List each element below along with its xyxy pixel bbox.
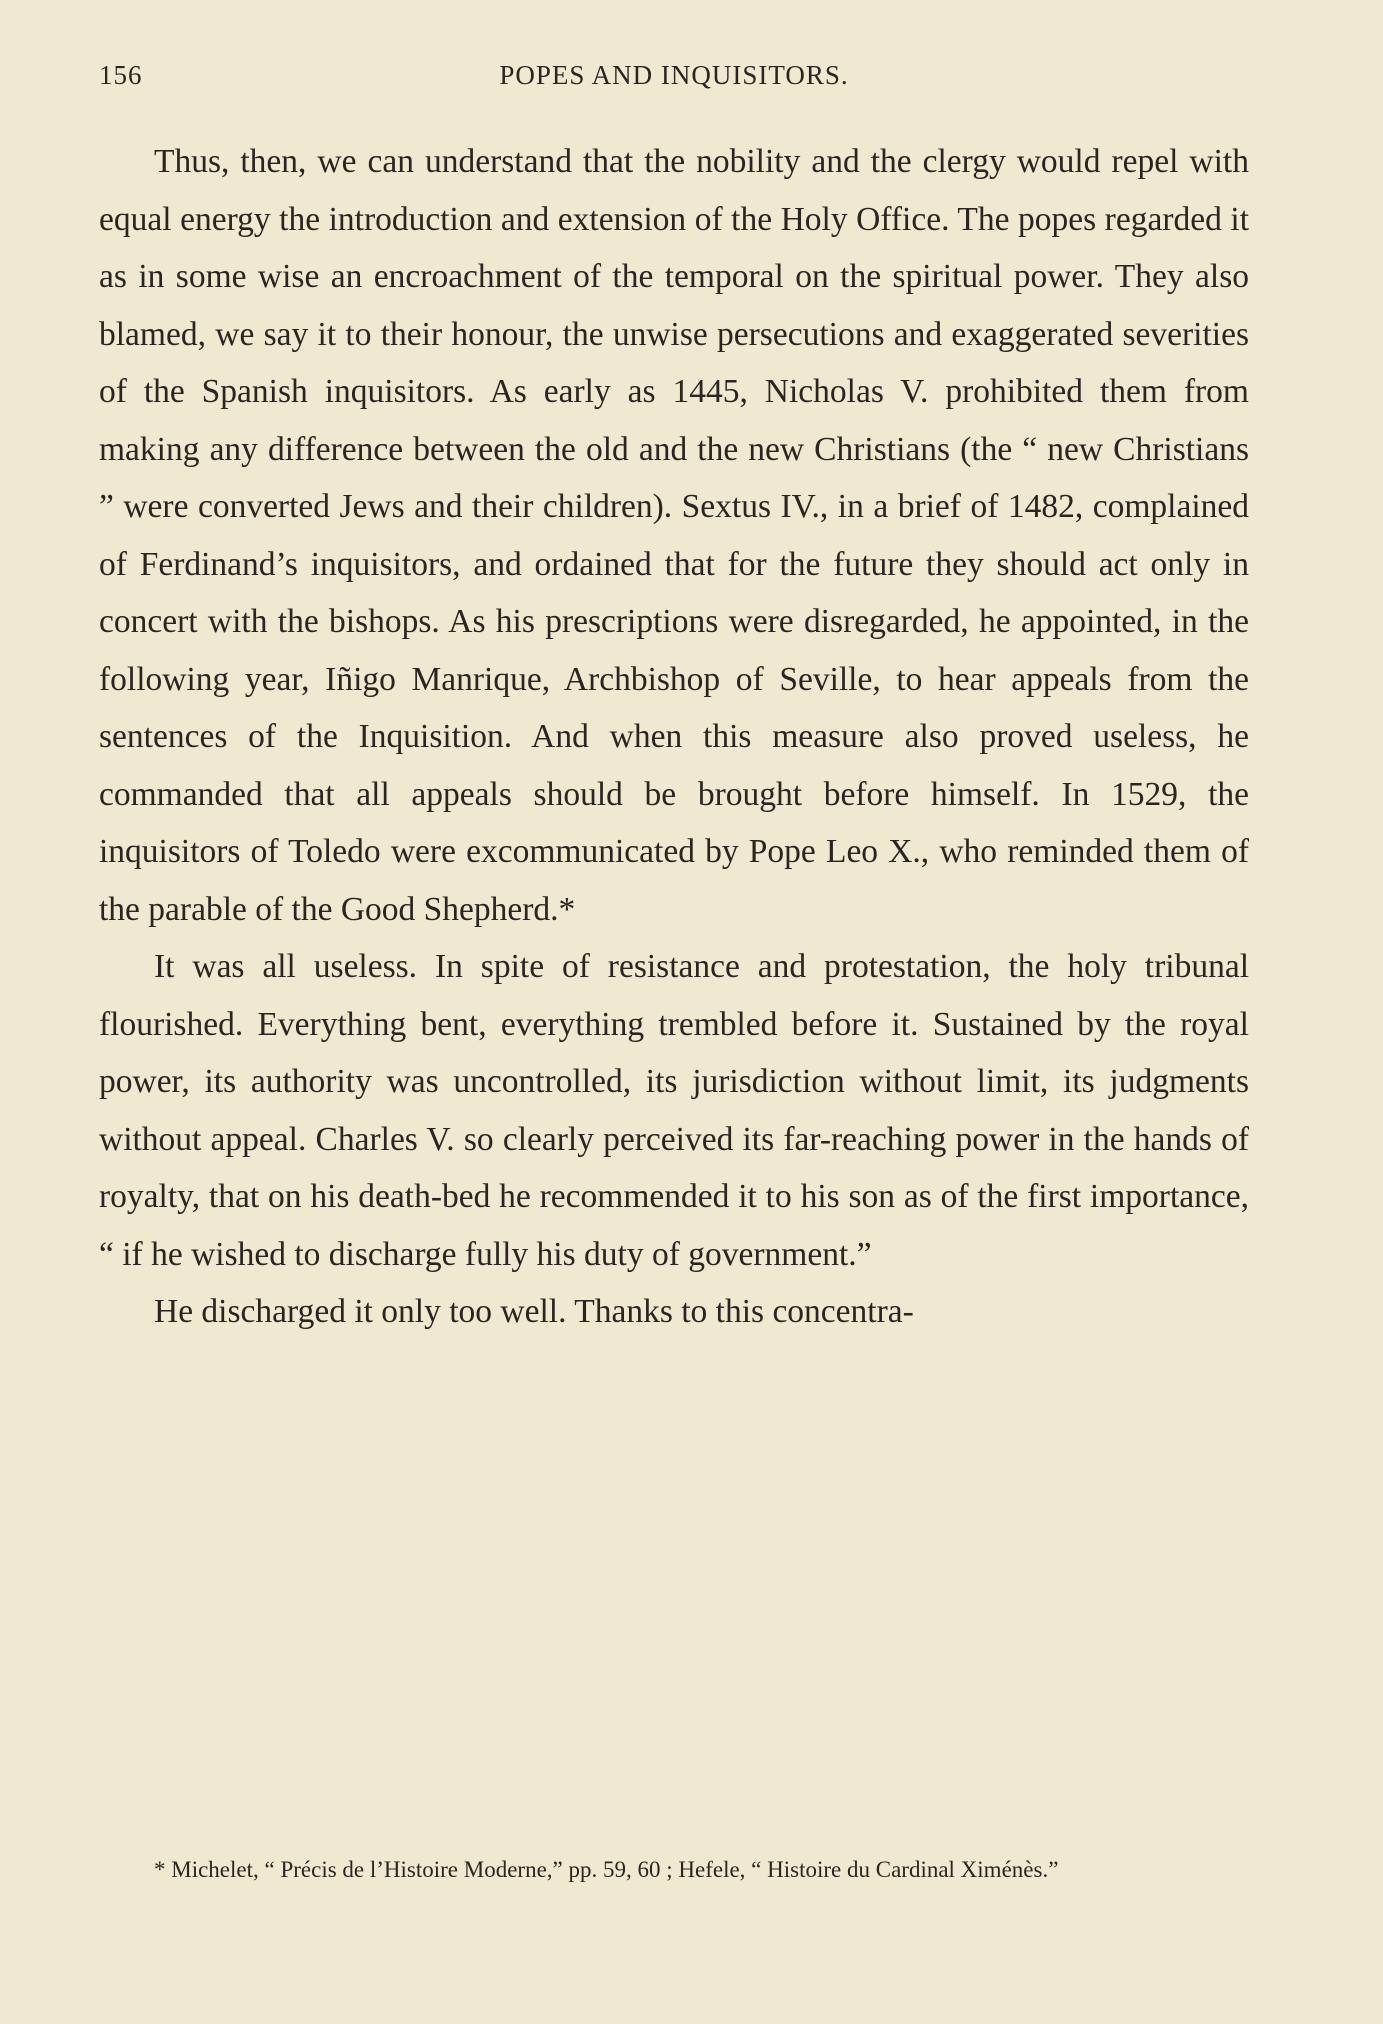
body-text [99,133,1249,1341]
running-header [99,60,1249,100]
running-title: POPES AND INQUISITORS. [499,60,849,90]
page-number: 156 [99,60,143,90]
paragraph: Thus, then, we can understand that the nobility and the clergy would repel with equal energy the introduction and extension of the Holy Office. The popes regarded it as in some wise an encroachment of the temporal on the spiritual power. They also blamed, we say it to their honour, the unwise persecutions and exaggerated severities of the Spanish inquisitors. As early as 1445, Nicholas V. prohibited them from making any difference between the old and the new Christians (the “ new Christians ” were converted Jews and their children). Sextus IV., in a brief of 1482, complained of Ferdinand’s inquisitors, and ordained that for the future they should act only in concert with the bishops. As his prescriptions were disregarded, he appointed, in the following year, Iñigo Manrique, Archbishop of Seville, to hear appeals from the sentences of the Inquisition. And when this measure also proved useless, he commanded that all appeals should be brought before himself. In 1529, the inquisitors of Toledo were excommunicated by Pope Leo X., who reminded them of the parable of the Good Shepherd.* [99,143,1249,928]
paragraph: He discharged it only too well. Thanks to this concentra- [154,1293,914,1330]
paragraph: It was all useless. In spite of resistance and protestation, the holy tribunal flourished. Everything bent, everything trembled before it. Sustained by the royal power, its authority was uncontrolled, its jurisdiction without limit, its judgments without appeal. Charles V. so clearly perceived its far-reaching power in the hands of royalty, that on his death-bed he recommended it to his son as of the first importance, “ if he wished to discharge fully his duty of government.” [99,948,1249,1273]
footnote: * Michelet, “ Précis de l’Histoire Moderne,” pp. 59, 60 ; Hefele, “ Histoire du Cardinal Ximénès.” [154,1857,1059,1882]
